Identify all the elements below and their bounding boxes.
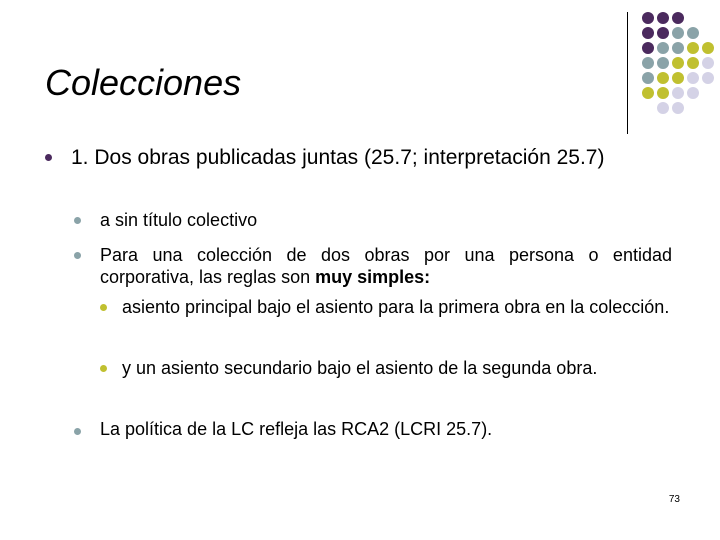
decor-dot bbox=[642, 87, 654, 99]
decor-dot bbox=[642, 57, 654, 69]
slide-title: Colecciones bbox=[45, 62, 242, 103]
decor-dot bbox=[657, 72, 669, 84]
decor-dot bbox=[687, 57, 699, 69]
decor-dot bbox=[657, 87, 669, 99]
decor-dot bbox=[687, 42, 699, 54]
decor-dot bbox=[657, 27, 669, 39]
bullet-item-coleccion-reglas bbox=[100, 244, 672, 288]
bullet-text-bold: muy simples: bbox=[315, 267, 431, 287]
decor-dot bbox=[687, 72, 699, 84]
decor-dot bbox=[657, 42, 669, 54]
decor-dot bbox=[672, 27, 684, 39]
decor-dot bbox=[672, 72, 684, 84]
bullet-item-asiento-principal: asiento principal bajo el asiento para la primera obra en la colección. bbox=[122, 297, 670, 317]
bullet-item-asiento-secundario: y un asiento secundario bajo el asiento de la segunda obra. bbox=[122, 358, 598, 378]
bullet-item-sin-titulo: a sin título colectivo bbox=[100, 210, 258, 230]
decor-dot bbox=[672, 42, 684, 54]
bullet-dot bbox=[74, 428, 81, 435]
bullet-dot bbox=[100, 365, 107, 372]
decor-dot bbox=[672, 102, 684, 114]
decor-dot bbox=[702, 72, 714, 84]
decor-dot bbox=[657, 57, 669, 69]
title-divider-line bbox=[627, 12, 628, 134]
bullet-dot bbox=[74, 217, 81, 224]
decor-dot bbox=[642, 42, 654, 54]
page-number: 73 bbox=[668, 494, 680, 505]
decor-dot bbox=[642, 12, 654, 24]
bullet-dot bbox=[45, 154, 52, 161]
bullet-dot bbox=[100, 304, 107, 311]
decor-dot bbox=[672, 87, 684, 99]
bullet-item-dos-obras: 1. Dos obras publicadas juntas (25.7; interpretación 25.7) bbox=[71, 146, 605, 169]
bullet-item-politica-lc: La política de la LC refleja las RCA2 (LCRI 25.7). bbox=[100, 419, 493, 439]
decor-dot bbox=[657, 102, 669, 114]
decor-dot bbox=[672, 12, 684, 24]
decor-dot bbox=[642, 27, 654, 39]
decor-dot bbox=[687, 27, 699, 39]
decor-dot bbox=[687, 87, 699, 99]
bullet-text: Para una colección de dos obras por una persona o entidad corporativa, las reglas son bbox=[100, 245, 672, 287]
decor-dot bbox=[642, 72, 654, 84]
decor-dot bbox=[672, 57, 684, 69]
decor-dot bbox=[702, 57, 714, 69]
decorative-dot-grid bbox=[640, 10, 720, 120]
bullet-dot bbox=[74, 252, 81, 259]
decor-dot bbox=[657, 12, 669, 24]
decor-dot bbox=[702, 42, 714, 54]
